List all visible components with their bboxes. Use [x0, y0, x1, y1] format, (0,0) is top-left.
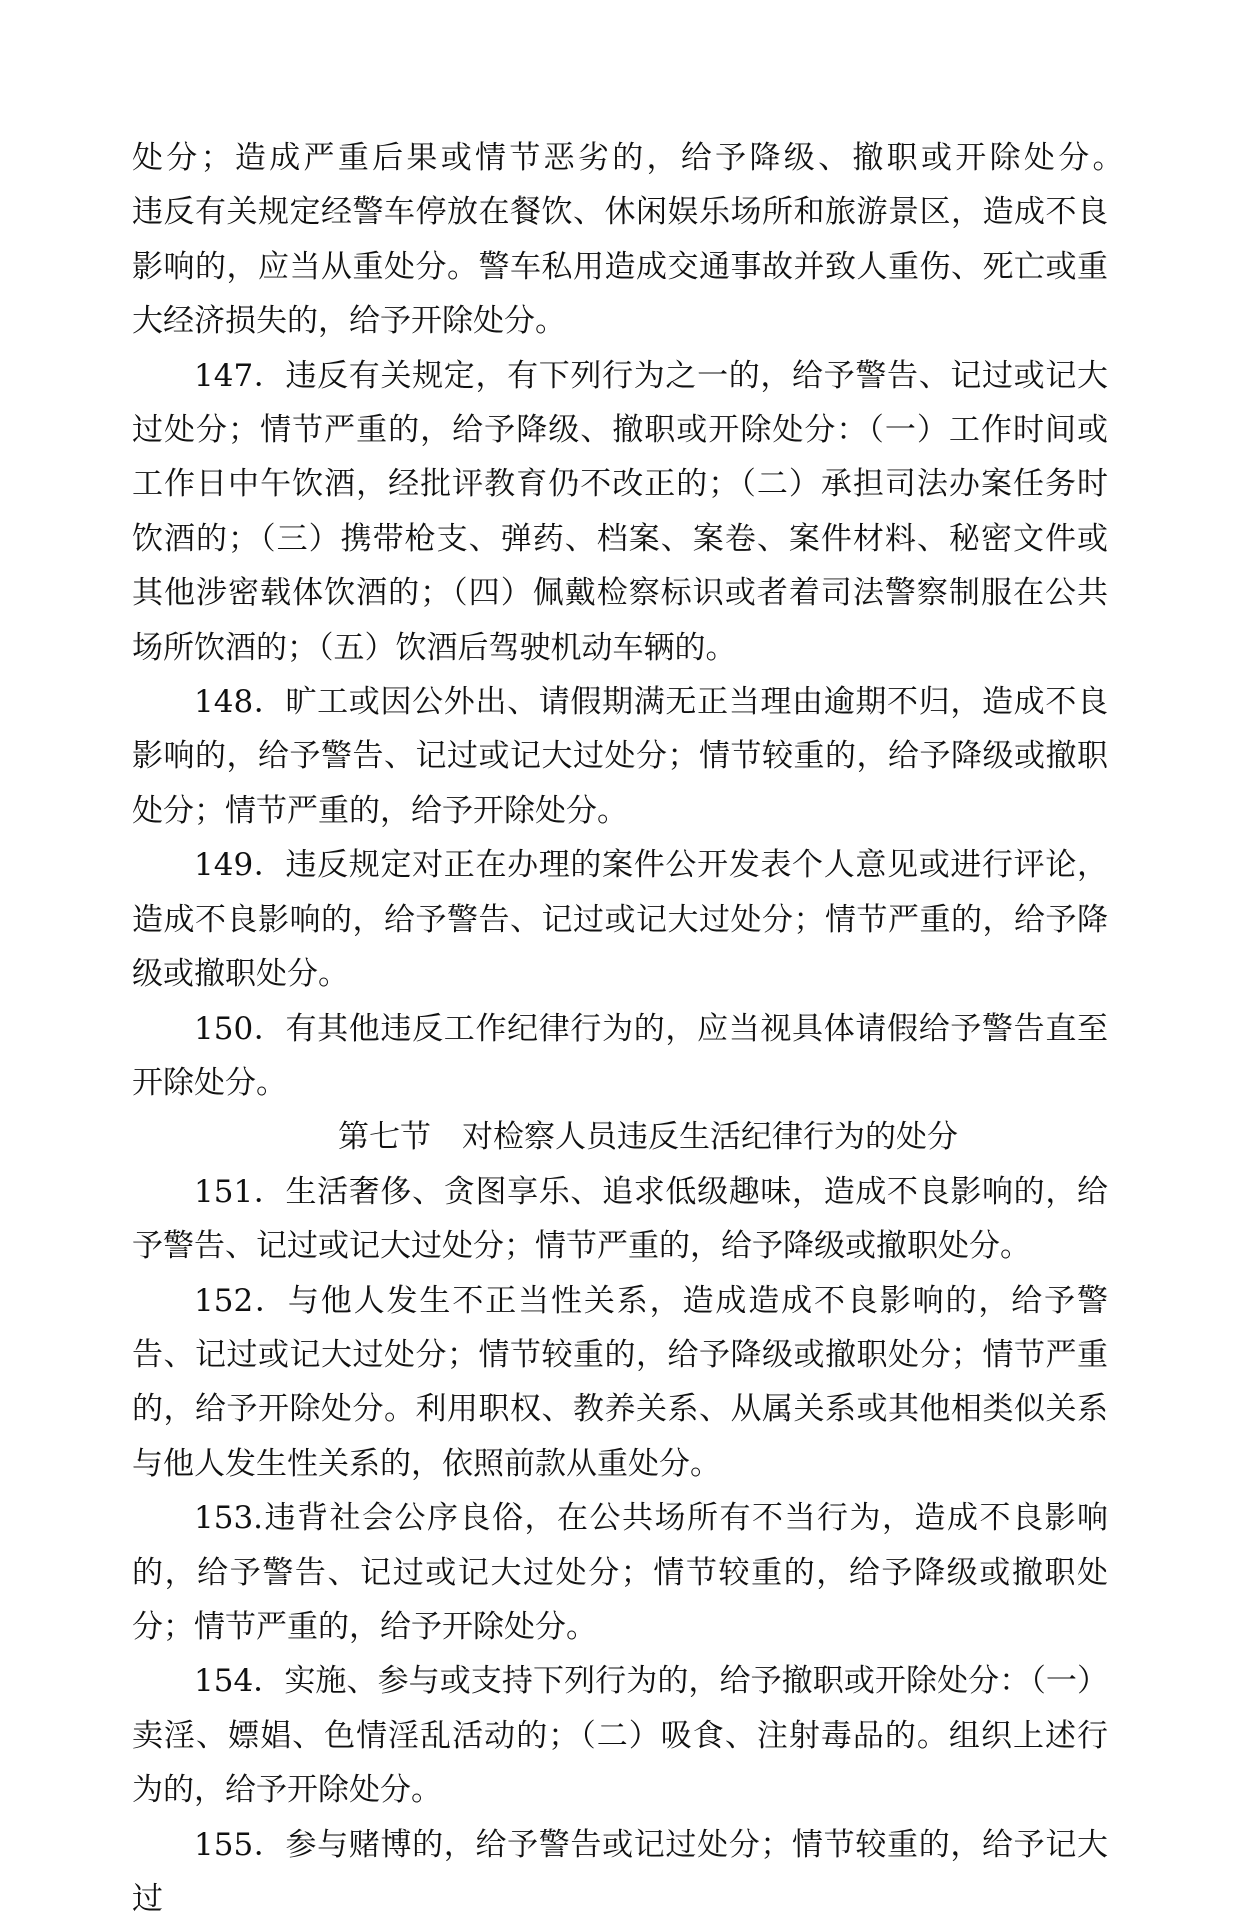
section-title: 第七节 对检察人员违反生活纪律行为的处分: [338, 1119, 958, 1156]
document-page: [132, 131, 1170, 1926]
paragraph-151: 151．生活奢侈、贪图享乐、追求低级趣味，造成不良影响的，给予警告、记过或记大过处分；情节严重的，给予降级或撤职处分。: [132, 1173, 1108, 1265]
paragraph-152: 152．与他人发生不正当性关系，造成造成不良影响的，给予警告、记过或记大过处分；情节较重的，给予降级或撤职处分；情节严重的，给予开除处分。利用职权、教养关系、从属关系或其他相类似关系与他人发生性关系的，依照前款从重处分。: [132, 1282, 1108, 1482]
paragraph-155: 155．参与赌博的，给予警告或记过处分；情节较重的，给予记大过: [132, 1826, 1108, 1917]
paragraph-153: 153.违背社会公序良俗，在公共场所有不当行为，造成不良影响的，给予警告、记过或记大过处分；情节较重的，给予降级或撤职处分；情节严重的，给予开除处分。: [132, 1500, 1108, 1645]
paragraph-146-continued: 处分；造成严重后果或情节恶劣的，给予降级、撤职或开除处分。 违反有关规定经警车停放在餐饮、休闲娱乐场所和旅游景区，造成不良影响的，应当从重处分。警车私用造成交通事故并致人重伤、死亡或重大经济损失的，给予开除处分。: [132, 140, 1170, 340]
paragraph-149: 149．违反规定对正在办理的案件公开发表个人意见或进行评论，造成不良影响的，给予警告、记过或记大过处分；情节严重的，给予降级或撤职处分。: [132, 847, 1108, 993]
paragraph-150: 150．有其他违反工作纪律行为的，应当视具体请假给予警告直至开除处分。: [132, 1010, 1108, 1101]
paragraph-147: 147．违反有关规定，有下列行为之一的，给予警告、记过或记大过处分；情节严重的，给予降级、撤职或开除处分：（一）工作时间或工作日中午饮酒，经批评教育仍不改正的；（二）承担司法办案任务时饮酒的；（三）携带枪支、弹药、档案、案卷、案件材料、秘密文件或其他涉密载体饮酒的；（四）佩戴检察标识或者着司法警察制服在公共场所饮酒的；（五）饮酒后驾驶机动车辆的。: [132, 357, 1108, 666]
paragraph-148: 148．旷工或因公外出、请假期满无正当理由逾期不归，造成不良影响的，给予警告、记过或记大过处分；情节较重的，给予降级或撤职处分；情节严重的，给予开除处分。: [132, 684, 1108, 829]
paragraph-154: 154．实施、参与或支持下列行为的，给予撤职或开除处分：（一）卖淫、嫖娼、色情淫乱活动的；（二）吸食、注射毒品的。组织上述行为的，给予开除处分。: [132, 1663, 1108, 1809]
